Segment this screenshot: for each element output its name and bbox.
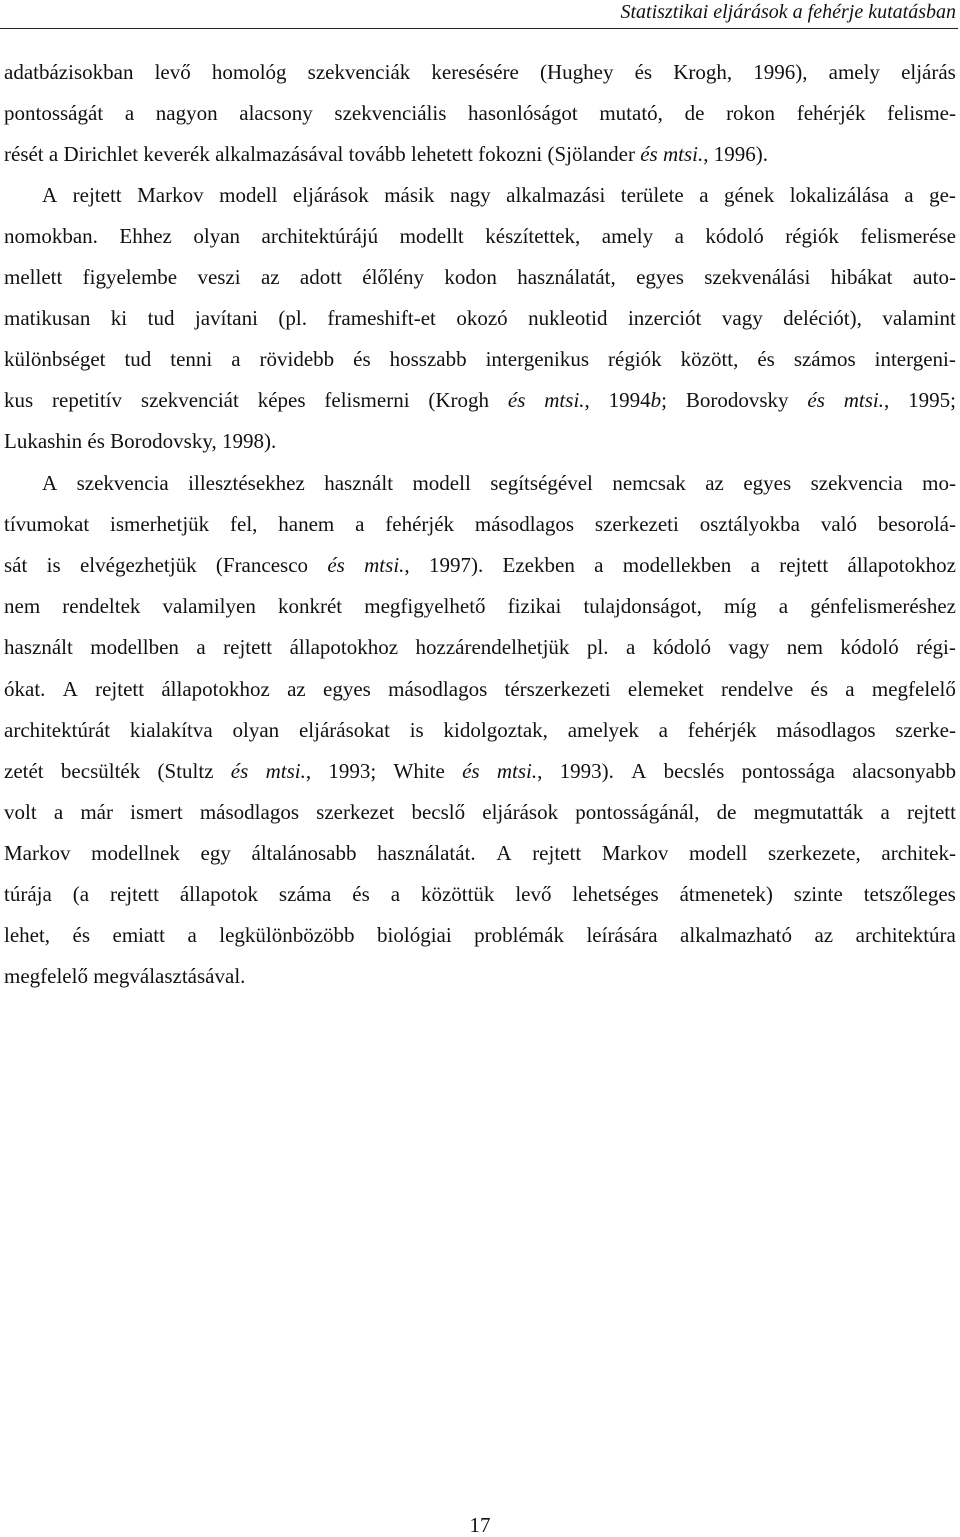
text-line: különbséget tud tenni a rövidebb és hosszabb intergenikus régiók között, és számos intergeni- <box>4 347 956 371</box>
text-line: A rejtett Markov modell eljárások másik nagy alkalmazási területe a gének lokalizálása a ge- <box>42 183 956 207</box>
text-line: Markov modellnek egy általánosabb használatát. A rejtett Markov modell szerkezete, architek- <box>4 841 956 865</box>
text-line: architektúrát kialakítva olyan eljárásokat is kidolgoztak, amelyek a fehérjék másodlagos szerke- <box>4 718 956 742</box>
text-line: A szekvencia illesztésekhez használt modell segítségével nemcsak az egyes szekvencia mo- <box>42 471 956 495</box>
text-line: adatbázisokban levő homológ szekvenciák keresésére (Hughey és Krogh, 1996), amely eljárás <box>4 60 956 84</box>
text-line: volt a már ismert másodlagos szerkezet becslő eljárások pontosságánál, de megmutatták a rejtett <box>4 800 956 824</box>
text-line: ókat. A rejtett állapotokhoz az egyes másodlagos térszerkezeti elemeket rendelve és a megfelelő <box>4 677 956 701</box>
text-line: rését a Dirichlet keverék alkalmazásával tovább lehetett fokozni (Sjölander és mtsi., 1996). <box>4 142 768 166</box>
running-header <box>0 0 958 29</box>
text-line: matikusan ki tud javítani (pl. frameshift-et okozó nukleotid inzerciót vagy deléciót), valamint <box>4 306 956 330</box>
text-line: használt modellben a rejtett állapotokhoz hozzárendelhetjük pl. a kódoló vagy nem kódoló régi- <box>4 635 956 659</box>
running-head-title: Statisztikai eljárások a fehérje kutatásban <box>620 1 956 23</box>
page-number: 17 <box>469 1513 491 1537</box>
text-line: tívumokat ismerhetjük fel, hanem a fehérjék másodlagos szerkezeti osztályokba való besorolá- <box>4 512 956 536</box>
text-line: nomokban. Ehhez olyan architektúrájú modellt készítettek, amely a kódoló régiók felismerése <box>4 224 956 248</box>
text-line: nem rendeltek valamilyen konkrét megfigyelhető fizikai tulajdonságot, míg a génfelismeréshez <box>4 594 956 618</box>
text-line: mellett figyelembe veszi az adott élőlény kodon használatát, egyes szekvenálási hibákat auto- <box>4 265 956 289</box>
text-line: pontosságát a nagyon alacsony szekvenciális hasonlóságot mutató, de rokon fehérjék felisme- <box>4 101 956 125</box>
text-line: lehet, és emiatt a legkülönbözöbb biológiai problémák leírására alkalmazható az architektúra <box>4 923 956 947</box>
text-line: kus repetitív szekvenciát képes felismerni (Krogh és mtsi., 1994b; Borodovsky és mtsi., 1995; <box>4 388 956 412</box>
text-line: sát is elvégezhetjük (Francesco és mtsi., 1997). Ezekben a modellekben a rejtett állapotokhoz <box>4 553 956 577</box>
text-line: túrája (a rejtett állapotok száma és a közöttük levő lehetséges átmenetek) szinte tetszőleges <box>4 882 956 906</box>
text-line: megfelelő megválasztásával. <box>4 964 246 988</box>
text-line: Lukashin és Borodovsky, 1998). <box>4 429 277 453</box>
text-line: zetét becsülték (Stultz és mtsi., 1993; White és mtsi., 1993). A becslés pontossága alacsonyabb <box>4 759 956 783</box>
